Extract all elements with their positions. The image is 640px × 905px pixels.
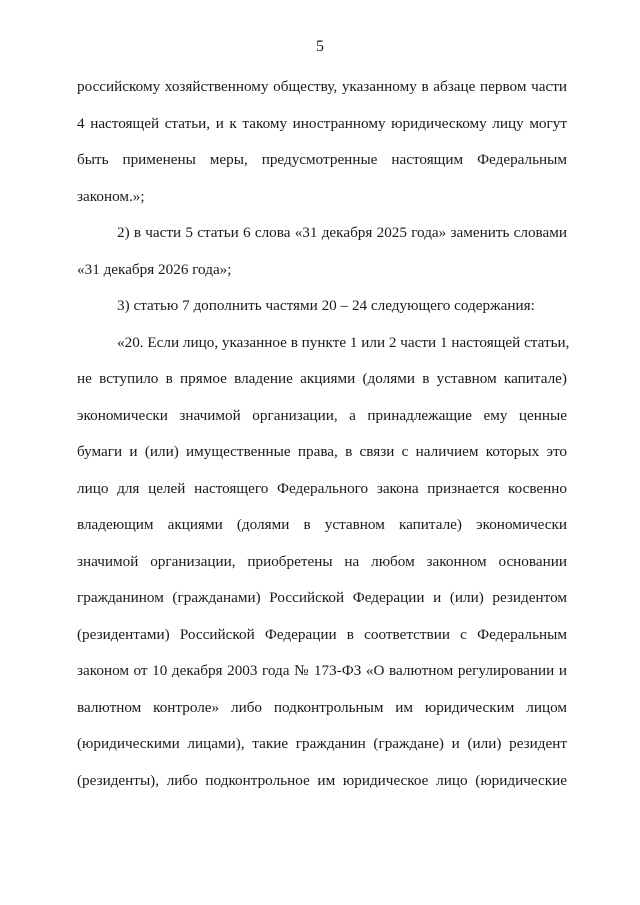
text-line: 4 настоящей статьи, и к такому иностранному юридическому лицу могут	[77, 114, 567, 132]
text-line: экономически значимой организации, а принадлежащие ему ценные	[77, 406, 567, 424]
text-line: «20. Если лицо, указанное в пункте 1 или 2 части 1 настоящей статьи,	[117, 333, 570, 351]
text-line: 2) в части 5 статьи 6 слова «31 декабря 2025 года» заменить словами	[117, 224, 567, 241]
text-line: законом.»;	[77, 187, 145, 205]
text-line: значимой организации, приобретены на любом законном основании	[77, 552, 567, 570]
text-line: бумаги и (или) имущественные права, в связи с наличием которых это	[77, 443, 567, 460]
text-line: не вступило в прямое владение акциями (долями в уставном капитале)	[77, 370, 567, 387]
text-line: валютном контроле» либо подконтрольным им юридическим лицом	[77, 698, 567, 716]
page-number: 5	[316, 38, 324, 55]
text-line: (юридическими лицами), такие гражданин (граждане) и (или) резидент	[77, 735, 567, 752]
text-line: (резиденты), либо подконтрольное им юридическое лицо (юридические	[77, 771, 567, 789]
text-line: владеющим акциями (долями в уставном капитале) экономически	[77, 516, 567, 533]
text-line: (резидентами) Российской Федерации в соответствии с Федеральным	[77, 625, 567, 643]
text-line: гражданином (гражданами) Российской Федерации и (или) резидентом	[77, 589, 567, 606]
text-line: быть применены меры, предусмотренные настоящим Федеральным	[77, 151, 567, 168]
text-line: 3) статью 7 дополнить частями 20 – 24 следующего содержания:	[117, 297, 535, 314]
text-line: «31 декабря 2026 года»;	[77, 260, 232, 278]
document-body	[77, 74, 570, 804]
text-line: российскому хозяйственному обществу, указанному в абзаце первом части	[77, 78, 567, 95]
text-line: лицо для целей настоящего Федерального закона признается косвенно	[77, 479, 567, 497]
text-line: законом от 10 декабря 2003 года № 173-ФЗ «О валютном регулировании и	[77, 662, 567, 679]
